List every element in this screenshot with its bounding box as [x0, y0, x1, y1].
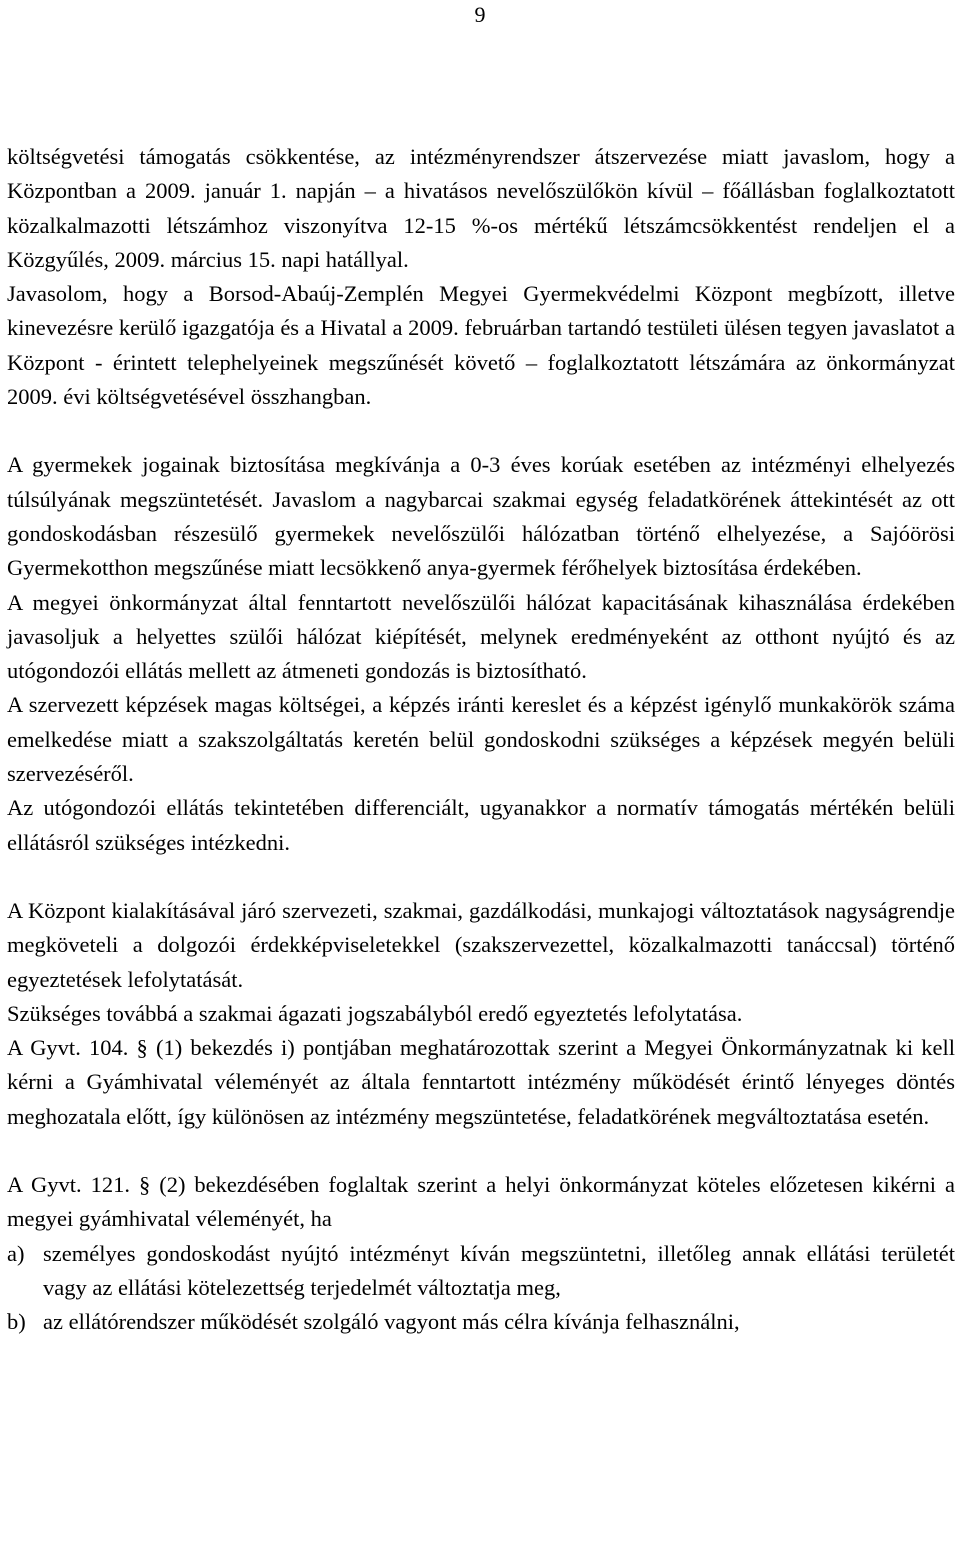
list-item-text: személyes gondoskodást nyújtó intézményt kíván megszüntetni, illetőleg annak ellátási területét vagy az ellátási kötelezettség terjedelmét változtatja meg,: [43, 1240, 955, 1300]
paragraph-sector-consultation: Szükséges továbbá a szakmai ágazati jogszabályból eredő egyeztetés lefolytatása.: [7, 1000, 743, 1026]
paragraph-spacer: [7, 860, 955, 894]
paragraph-training-costs: A szervezett képzések magas költségei, a képzés iránti kereslet és a képzést igénylő munkakörök száma emelkedése miatt a szakszolgáltatás keretén belül gondoskodni szükséges a képzések megyén belüli szervezéséről.: [7, 692, 955, 787]
paragraph-children-rights: A gyermekek jogainak biztosítása megkívánja a 0-3 éves korúak esetében az intézményi elhelyezés túlsúlyának megszüntetését. Javaslom a nagybarcai szakmai egység feladatkörének áttekintését az ott gondoskodásban részesülő gyermekek nevelőszülői hálózatban történő elhelyezése, a Sajóörösi Gyermekotthon megszűnése miatt lecsökkenő anya-gyermek férőhelyek biztosítása érdekében.: [7, 452, 955, 581]
list-item-text: az ellátórendszer működését szolgáló vagyont más célra kívánja felhasználni,: [43, 1309, 740, 1335]
paragraph-budget-cut: költségvetési támogatás csökkentése, az intézményrendszer átszervezése miatt javaslom, hogy a Központban a 2009. január 1. napján – a hivatásos nevelőszülőkön kívül – főállásban foglalkoztatott közalkalmazotti létszámhoz viszonyítva 12-15 %-os mértékű létszámcsökkentést rendeljen el a Közgyűlés, 2009. március 15. napi hatállyal.: [7, 144, 955, 272]
paragraph-aftercare: Az utógondozói ellátás tekintetében differenciált, ugyanakkor a normatív támogatás mértékén belüli ellátásról szükséges intézkedni.: [7, 795, 955, 855]
document-body: [7, 140, 955, 1340]
list-marker: a): [7, 1240, 25, 1266]
list-item: [7, 1237, 955, 1306]
paragraph-union-consultation: A Központ kialakításával járó szervezeti, szakmai, gazdálkodási, munkajogi változtatások nagyságrendje megköveteli a dolgozói érdekképviseletekkel (szakszervezettel, közalkalmazotti tanáccsal) történő egyeztetések lefolytatását.: [7, 897, 955, 992]
paragraph-spacer: [7, 414, 955, 448]
paragraph-spacer: [7, 1134, 955, 1168]
page-number: 9: [474, 2, 486, 27]
paragraph-gyvt-104: A Gyvt. 104. § (1) bekezdés i) pontjában meghatározottak szerint a Megyei Önkormányzatnak ki kell kérni a Gyámhivatal véleményét az általa fenntartott intézmény működését érintő lényeges döntés meghozatala előtt, így különösen az intézmény megszüntetése, feladatkörének megváltoztatása esetén.: [7, 1035, 955, 1129]
paragraph-gyvt-121: A Gyvt. 121. § (2) bekezdésében foglaltak szerint a helyi önkormányzat köteles előzetesen kikérni a megyei gyámhivatal véleményét, ha: [7, 1172, 955, 1232]
list-item: [7, 1305, 955, 1339]
paragraph-foster-network: A megyei önkormányzat által fenntartott nevelőszülői hálózat kapacitásának kihasználása érdekében javasoljuk a helyettes szülői hálózat kiépítését, melynek eredményeként az otthont nyújtó és az utógondozói ellátás mellett az átmeneti gondozás is biztosítható.: [7, 589, 955, 684]
list-marker: b): [7, 1309, 26, 1335]
paragraph-staffing-proposal: Javasolom, hogy a Borsod-Abaúj-Zemplén Megyei Gyermekvédelmi Központ megbízott, illetve kinevezésre kerülő igazgatója és a Hivatal a 2009. februárban tartandó testületi ülésen tegyen javaslatot a Központ - érintett telephelyeinek megszűnését követő – foglalkoztatott létszámára az önkormányzat 2009. évi költségvetésével összhangban.: [7, 281, 955, 410]
